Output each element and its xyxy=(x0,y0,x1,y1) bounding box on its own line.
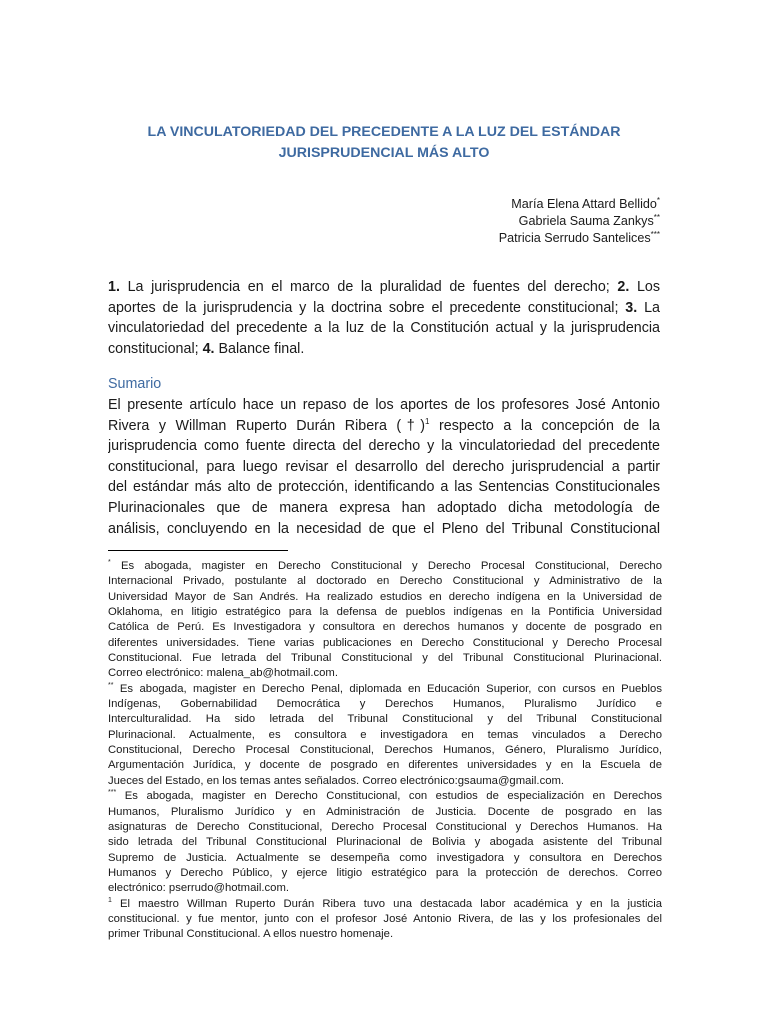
toc-line: 1. La jurisprudencia en el marco de la pluralidad de fuentes del derecho; 2. Los xyxy=(108,279,660,295)
title-line-1: LA VINCULATORIEDAD DEL PRECEDENTE A LA LUZ DEL ESTÁNDAR xyxy=(147,124,621,140)
footnote-mark: ** xyxy=(653,212,660,222)
table-of-contents xyxy=(108,277,660,359)
toc-line: constitucional; 4. Balance final. xyxy=(108,340,305,357)
author-1: María Elena Attard Bellido* xyxy=(511,195,660,211)
footnotes xyxy=(108,559,662,943)
author-3: Patricia Serrudo Santelices*** xyxy=(498,229,660,245)
toc-line: aportes de la jurisprudencia y la doctrina sobre el precedente constitucional; 3. La xyxy=(108,299,660,316)
footnote-separator xyxy=(108,550,288,551)
section-heading: Sumario xyxy=(108,376,162,392)
footnote-mark: * xyxy=(656,195,660,205)
author-2: Gabriela Sauma Zankys** xyxy=(518,212,660,228)
abstract-paragraph: El presente artículo hace un repaso de los aportes de los profesores José Antonio Rivera y Willman Ruperto Durán Ribera (†)$^1$ respecto a la concepción de la jurisprudencia como fuente directa del derecho y la vinculatoriedad del precedente constitucional, para luego revisar el desarrollo del derecho jurisprudencial a partir del estándar más alto de protección, identificando a las Sentencias Constitucionales Plurinacionales que de manera expresa han adoptado dicha metodología de análisis, concluyendo en la necesidad de que el Pleno del Tribunal Constitucional xyxy=(108,397,660,537)
footnote-2: ** Es abogada, magister en Derecho Penal, diplomada en Educación Superior, con cursos en Pueblos Indígenas, Gobernabilidad Democrática y Derechos Humanos, Pluralismo Jurídico e Interculturalidad. Ha sido letrada del Tribunal Constitucional y del Tribunal Constitucional Plurinacional. Actualmente, es consultora e investigadora en temas vinculados a Derecho Constitucional, Derecho Procesal Constitucional, Derechos Humanos, Género, Pluralismo Jurídico, Argumentación Jurídica, y docente de posgrado en diferentes universidades y en la Escuela de Jueces del Estado, en los temas antes señalados. Correo electrónico:gsauma@gmail.com. xyxy=(108,681,662,787)
footnote-ref: 1 xyxy=(425,416,430,426)
footnote-4: $^1$ El maestro Willman Ruperto Durán Ribera tuvo una destacada labor académica y en la justicia constitucional. y fue mentor, junto con el profesor José Antonio Rivera, de las y los profesionales del primer Tribunal Constitucional. A ellos nuestro homenaje. xyxy=(108,896,662,941)
author-list xyxy=(499,196,660,247)
title-line-2: JURISPRUDENCIAL MÁS ALTO xyxy=(278,144,490,161)
toc-line: vinculatoriedad del precedente a la luz de la Constitución actual y la jurisprudencia xyxy=(108,320,660,337)
document-title xyxy=(108,122,660,163)
footnote-3: *** Es abogada, magister en Derecho Constitucional, con estudios de especialización en Derechos Humanos, Pluralismo Jurídico y en Administración de Justicia. Docente de posgrado en las asignaturas de Derecho Constitucional, Derecho Procesal Constitucional y Derechos Humanos. Ha sido letrada del Tribunal Constitucional Plurinacional de Bolivia y abogada asistente del Tribunal Supremo de Justicia. Actualmente se desempeña como investigadora y consultora en Derechos Humanos y Derecho Público, y ejerce litigio estratégico para la protección de derechos. Correo electrónico: pserrudo@hotmail.com. xyxy=(108,789,662,895)
footnote-mark: *** xyxy=(650,229,660,239)
footnote-1: * Es abogada, magister en Derecho Constitucional y Derecho Procesal Constitucional, Derecho Internacional Privado, postulante al doctorado en Derecho Constitucional y Administrativo de la Universidad Mayor de San Andrés. Ha realizado estudios en derecho indígena en la Universidad de Oklahoma, en litigio estratégico para la defensa de pueblos indígenas en la Pontificia Universidad Católica de Perú. Es Investigadora y consultora en derechos humanos y docente de posgrado en diferentes universidades. Tiene varias publicaciones en Derecho Constitucional y Derecho Procesal Constitucional. Fue letrada del Tribunal Constitucional y del Tribunal Constitucional Plurinacional. Correo electrónico: malena_ab@hotmail.com. xyxy=(108,559,662,680)
